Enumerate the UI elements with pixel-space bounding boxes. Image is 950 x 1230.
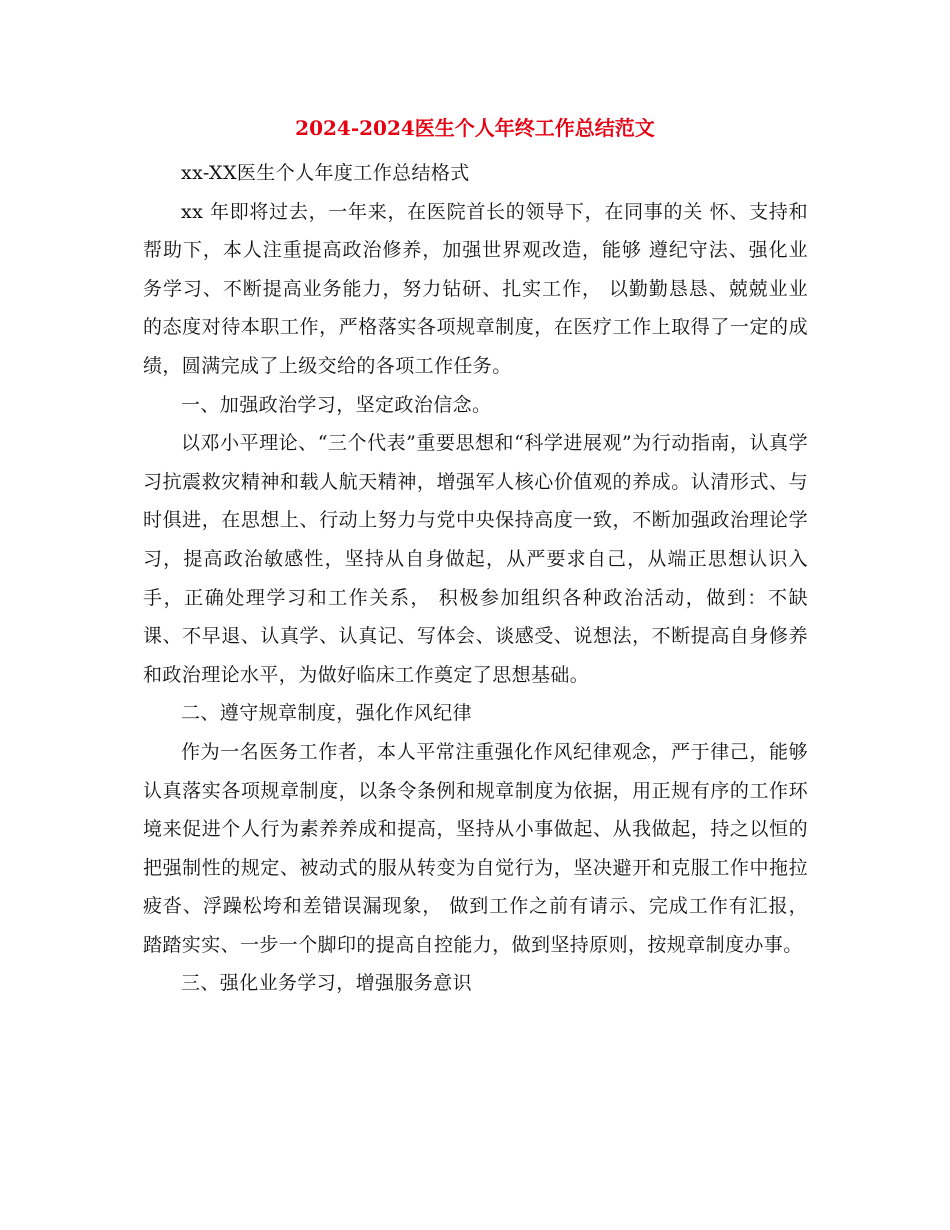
document-subtitle: xx-XX医生个人年度工作总结格式 xyxy=(181,162,470,184)
intro-paragraph: xx 年即将过去，一年来，在医院首长的领导下，在同事的关 怀、支持和帮助下，本人注重提高政治修养，加强世界观改造，能够 遵纪守法、强化业务学习、不断提高业务能力，努力钻研、扎实工作， 以勤勤恳恳、兢兢业业的态度对待本职工作，严格落实各项规章制度，在医疗工作上取得了一定的成绩，圆满完成了上级交给的各项工作任务。 xyxy=(143,200,808,377)
document-title: 2024-2024医生个人年终工作总结范文 xyxy=(295,116,655,140)
section-paragraph-2: 作为一名医务工作者，本人平常注重强化作风纪律观念，严于律己，能够认真落实各项规章制度，以条令条例和规章制度为依据，用正规有序的工作环境来促进个人行为素养养成和提高，坚持从小事做起、从我做起，持之以恒的把强制性的规定、被动式的服从转变为自觉行为，坚决避开和克服工作中拖拉疲沓、浮躁松垮和差错误漏现象， 做到工作之前有请示、完成工作有汇报，踏踏实实、一步一个脚印的提高自控能力，做到坚持原则，按规章制度办事。 xyxy=(143,740,808,956)
document-body xyxy=(143,154,808,1003)
section-paragraph-1: 以邓小平理论、“三个代表”重要思想和“科学进展观”为行动指南，认真学习抗震救灾精神和载人航天精神，增强军人核心价值观的养成。认清形式、与时俱进，在思想上、行动上努力与党中央保持高度一致，不断加强政治理论学习，提高政治敏感性，坚持从自身做起，从严要求自己，从端正思想认识入手，正确处理学习和工作关系， 积极参加组织各种政治活动，做到：不缺课、不早退、认真学、认真记、写体会、谈感受、说想法，不断提高自身修养和政治理论水平，为做好临床工作奠定了思想基础。 xyxy=(143,432,808,686)
section-heading-3: 三、强化业务学习，增强服务意识 xyxy=(181,972,473,995)
section-heading-1: 一、加强政治学习，坚定政治信念。 xyxy=(181,393,492,416)
section-heading-2: 二、遵守规章制度，强化作风纪律 xyxy=(181,702,473,725)
